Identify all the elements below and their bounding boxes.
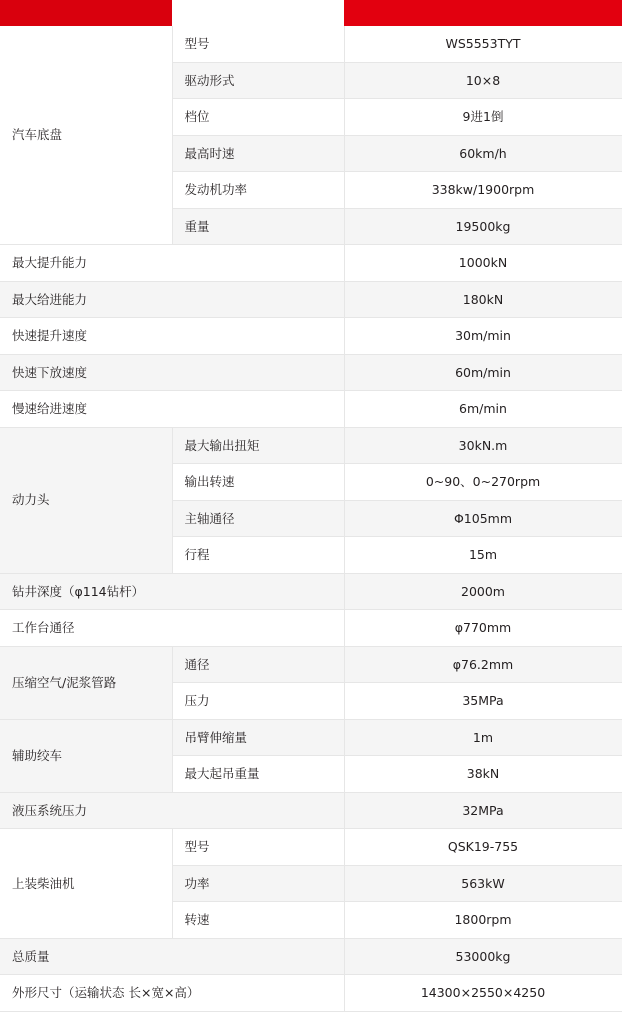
row-value: 60km/h (344, 135, 622, 172)
row-sublabel: 输出转速 (172, 464, 344, 501)
row-label: 最大给进能力 (0, 281, 344, 318)
row-sublabel: 通径 (172, 646, 344, 683)
table-row (0, 829, 622, 866)
row-value: 30m/min (344, 318, 622, 355)
row-value: 38kN (344, 756, 622, 793)
table-row (0, 354, 622, 391)
row-sublabel: 重量 (172, 208, 344, 245)
row-label: 外形尺寸（运输状态 长×宽×高） (0, 975, 344, 1012)
row-value: 2000m (344, 573, 622, 610)
row-sublabel: 压力 (172, 683, 344, 720)
table-row (0, 610, 622, 647)
row-group-label: 辅助绞车 (0, 719, 172, 792)
row-value: Φ105mm (344, 500, 622, 537)
table-row (0, 646, 622, 683)
row-value: 6m/min (344, 391, 622, 428)
row-sublabel: 档位 (172, 99, 344, 136)
row-label: 快速下放速度 (0, 354, 344, 391)
row-value: 0~90、0~270rpm (344, 464, 622, 501)
row-sublabel: 行程 (172, 537, 344, 574)
header-bar-right (344, 0, 622, 26)
row-value: WS5553TYT (344, 26, 622, 62)
row-group-label: 汽车底盘 (0, 26, 172, 245)
row-sublabel: 主轴通径 (172, 500, 344, 537)
row-value: 35MPa (344, 683, 622, 720)
row-value: 53000kg (344, 938, 622, 975)
row-label: 总质量 (0, 938, 344, 975)
table-row (0, 281, 622, 318)
row-value: 338kw/1900rpm (344, 172, 622, 209)
row-label: 慢速给进速度 (0, 391, 344, 428)
table-row (0, 573, 622, 610)
row-sublabel: 驱动形式 (172, 62, 344, 99)
row-value: 1000kN (344, 245, 622, 282)
row-value: 14300×2550×4250 (344, 975, 622, 1012)
row-value: φ76.2mm (344, 646, 622, 683)
row-sublabel: 吊臂伸缩量 (172, 719, 344, 756)
row-value: 19500kg (344, 208, 622, 245)
row-value: φ770mm (344, 610, 622, 647)
row-label: 钻井深度（φ114钻杆） (0, 573, 344, 610)
row-value: 563kW (344, 865, 622, 902)
row-group-label: 压缩空气/泥浆管路 (0, 646, 172, 719)
row-value: 32MPa (344, 792, 622, 829)
row-value: 15m (344, 537, 622, 574)
header-bar-left (0, 0, 172, 26)
table-row (0, 391, 622, 428)
table-row (0, 938, 622, 975)
table-header-bar (0, 0, 622, 26)
table-row (0, 318, 622, 355)
row-group-label: 动力头 (0, 427, 172, 573)
row-value: 1800rpm (344, 902, 622, 939)
row-sublabel: 功率 (172, 865, 344, 902)
table-row (0, 427, 622, 464)
row-sublabel: 型号 (172, 26, 344, 62)
row-value: 60m/min (344, 354, 622, 391)
row-label: 最大提升能力 (0, 245, 344, 282)
row-label: 工作台通径 (0, 610, 344, 647)
row-value: 1m (344, 719, 622, 756)
table-row (0, 792, 622, 829)
row-group-label: 上装柴油机 (0, 829, 172, 939)
header-bar-gap (172, 0, 344, 26)
row-value: 10×8 (344, 62, 622, 99)
row-value: 9进1倒 (344, 99, 622, 136)
row-label: 快速提升速度 (0, 318, 344, 355)
table-row (0, 26, 622, 62)
row-sublabel: 最大起吊重量 (172, 756, 344, 793)
table-row (0, 975, 622, 1012)
table-row (0, 245, 622, 282)
row-sublabel: 最大输出扭矩 (172, 427, 344, 464)
row-value: 30kN.m (344, 427, 622, 464)
row-value: QSK19-755 (344, 829, 622, 866)
row-label: 液压系统压力 (0, 792, 344, 829)
row-value: 180kN (344, 281, 622, 318)
row-sublabel: 最高时速 (172, 135, 344, 172)
row-sublabel: 转速 (172, 902, 344, 939)
table-row (0, 719, 622, 756)
row-sublabel: 发动机功率 (172, 172, 344, 209)
row-sublabel: 型号 (172, 829, 344, 866)
